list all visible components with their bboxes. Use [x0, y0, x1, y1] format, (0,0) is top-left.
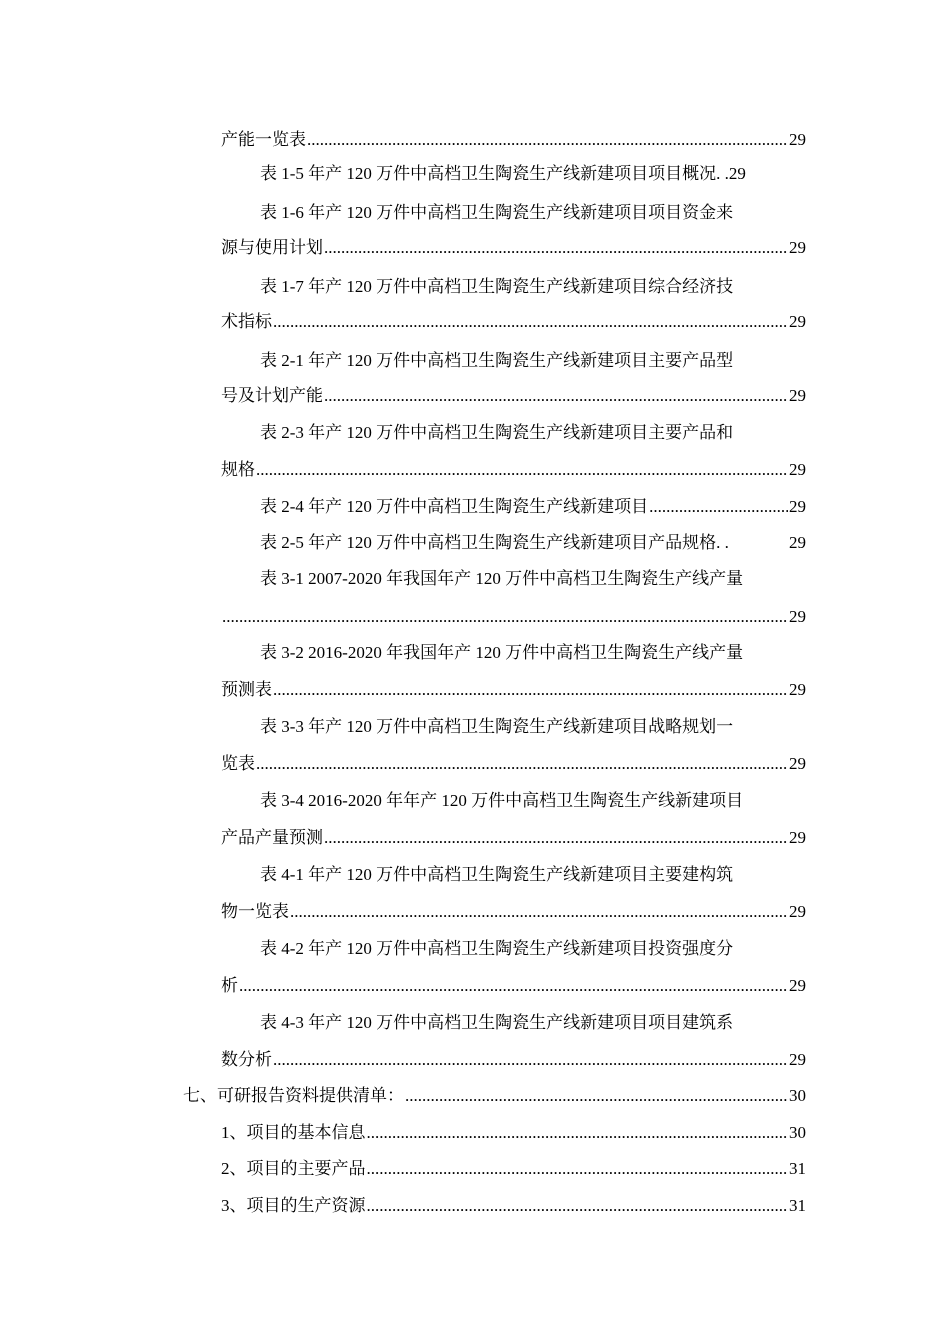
toc-entry-title: 表 4-3 年产 120 万件中高档卫生陶瓷生产线新建项目项目建筑系	[260, 1013, 734, 1032]
toc-leader-dots	[324, 235, 788, 261]
toc-leader-dots	[324, 383, 788, 409]
toc-leader-dots	[273, 677, 788, 703]
toc-page-number: 29	[789, 238, 806, 257]
toc-leader-dots	[222, 604, 788, 630]
toc-entry-title: 表 2-4 年产 120 万件中高档卫生陶瓷生产线新建项目	[260, 497, 649, 516]
toc-entry[interactable]	[260, 714, 806, 740]
toc-page-number: 29	[789, 754, 806, 773]
toc-entry-title: 1、项目的基本信息	[221, 1123, 366, 1142]
toc-entry-continuation[interactable]	[221, 751, 806, 777]
toc-entry[interactable]	[260, 936, 806, 962]
toc-entry-title: 表 2-3 年产 120 万件中高档卫生陶瓷生产线新建项目主要产品和	[260, 423, 734, 442]
toc-page-number: 29	[789, 130, 806, 149]
toc-page-number: 29	[789, 976, 806, 995]
toc-entry-continuation[interactable]	[221, 309, 806, 335]
toc-entry-title: 七、可研报告资料提供清单：	[183, 1086, 404, 1105]
toc-entry[interactable]	[221, 1120, 806, 1146]
toc-entry-title: 号及计划产能	[221, 386, 323, 405]
toc-leader-dots	[367, 1120, 789, 1146]
toc-entry[interactable]	[260, 274, 806, 300]
toc-entry[interactable]	[260, 640, 806, 666]
toc-entry-title: 2、项目的主要产品	[221, 1159, 366, 1178]
toc-entry-title: 术指标	[221, 312, 272, 331]
toc-entry[interactable]	[260, 200, 806, 226]
toc-entry-continuation[interactable]	[221, 825, 806, 851]
toc-entry[interactable]	[260, 530, 806, 556]
toc-leader-dots	[273, 1047, 788, 1073]
toc-entry-title: 3、项目的生产资源	[221, 1196, 366, 1215]
toc-leader-dots	[273, 309, 788, 335]
toc-entry-continuation[interactable]	[221, 383, 806, 409]
toc-entry-continuation[interactable]	[221, 973, 806, 999]
toc-entry-title: 表 2-5 年产 120 万件中高档卫生陶瓷生产线新建项目产品规格. .	[260, 533, 729, 552]
toc-entry-title: 表 1-5 年产 120 万件中高档卫生陶瓷生产线新建项目项目概况. .	[260, 164, 729, 183]
toc-entry-title: 表 1-7 年产 120 万件中高档卫生陶瓷生产线新建项目综合经济技	[260, 277, 734, 296]
toc-entry[interactable]	[260, 788, 806, 814]
toc-page-number: 29	[789, 607, 806, 626]
toc-entry-continuation[interactable]	[221, 457, 806, 483]
toc-entry[interactable]	[260, 420, 806, 446]
toc-entry[interactable]	[260, 1010, 806, 1036]
toc-page-number: 30	[789, 1086, 806, 1105]
toc-leader-dots	[367, 1193, 789, 1219]
toc-page-number: 29	[789, 828, 806, 847]
toc-entry[interactable]	[260, 862, 806, 888]
toc-page-number: 29	[789, 533, 806, 552]
toc-leader-dots	[256, 751, 788, 777]
toc-entry[interactable]	[221, 127, 806, 153]
toc-entry-title: 预测表	[221, 680, 272, 699]
toc-page-number: 29	[789, 1050, 806, 1069]
toc-page-number: 31	[789, 1159, 806, 1178]
toc-entry-title: 规格	[221, 460, 255, 479]
toc-entry[interactable]	[221, 1193, 806, 1219]
toc-entry-title: 表 3-2 2016-2020 年我国年产 120 万件中高档卫生陶瓷生产线产量	[260, 643, 744, 662]
toc-page-number: 29	[728, 164, 746, 183]
toc-leader-dots	[290, 899, 788, 925]
toc-leader-dots	[649, 494, 788, 520]
toc-entry-title: 表 1-6 年产 120 万件中高档卫生陶瓷生产线新建项目项目资金来	[260, 203, 734, 222]
toc-entry-title: 产能一览表	[221, 130, 306, 149]
toc-entry-title: 表 4-1 年产 120 万件中高档卫生陶瓷生产线新建项目主要建构筑	[260, 865, 734, 884]
toc-page-number: 29	[789, 312, 806, 331]
toc-entry-title: 析	[221, 976, 238, 995]
toc-entry-continuation[interactable]	[221, 677, 806, 703]
toc-leader-dots	[405, 1083, 788, 1109]
toc-entry-title: 表 3-3 年产 120 万件中高档卫生陶瓷生产线新建项目战略规划一	[260, 717, 734, 736]
toc-entry-continuation[interactable]	[221, 604, 806, 630]
toc-entry[interactable]	[260, 566, 806, 592]
toc-page-number: 30	[789, 1123, 806, 1142]
toc-page-number: 29	[789, 497, 806, 516]
toc-page-number: 29	[789, 386, 806, 405]
toc-leader-dots	[239, 973, 788, 999]
toc-leader-dots	[256, 457, 788, 483]
toc-page-number: 31	[789, 1196, 806, 1215]
toc-entry-title: 源与使用计划	[221, 238, 323, 257]
toc-entry-continuation[interactable]	[221, 1047, 806, 1073]
toc-entry-title: 览表	[221, 754, 255, 773]
toc-entry-title: 表 4-2 年产 120 万件中高档卫生陶瓷生产线新建项目投资强度分	[260, 939, 734, 958]
toc-page-number: 29	[789, 680, 806, 699]
toc-entry-continuation[interactable]	[221, 899, 806, 925]
toc-entry[interactable]	[221, 1156, 806, 1182]
toc-entry-title: 表 2-1 年产 120 万件中高档卫生陶瓷生产线新建项目主要产品型	[260, 351, 734, 370]
toc-entry-title: 表 3-1 2007-2020 年我国年产 120 万件中高档卫生陶瓷生产线产量	[260, 569, 744, 588]
toc-entry[interactable]	[260, 494, 806, 520]
toc-leader-dots	[367, 1156, 789, 1182]
toc-page-number: 29	[789, 902, 806, 921]
toc-entry-title: 表 3-4 2016-2020 年年产 120 万件中高档卫生陶瓷生产线新建项目	[260, 791, 744, 810]
toc-entry-title: 数分析	[221, 1050, 272, 1069]
toc-entry[interactable]	[260, 161, 806, 187]
toc-entry[interactable]	[260, 348, 806, 374]
toc-entry-continuation[interactable]	[221, 235, 806, 261]
toc-leader-dots	[307, 127, 788, 153]
toc-leader-dots	[324, 825, 788, 851]
toc-section-entry[interactable]	[183, 1083, 806, 1109]
toc-page-number: 29	[789, 460, 806, 479]
toc-entry-title: 产品产量预测	[221, 828, 323, 847]
toc-entry-title: 物一览表	[221, 902, 289, 921]
